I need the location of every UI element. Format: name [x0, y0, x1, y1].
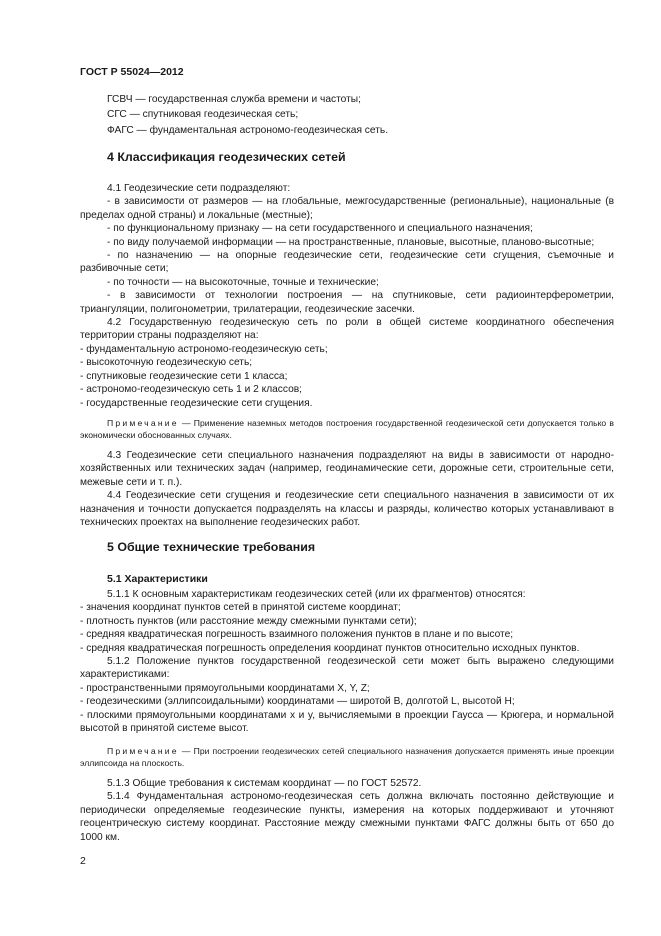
abbreviation-item: ГСВЧ — государственная служба времени и частоты; [107, 94, 361, 105]
abbreviation-item: СГС — спутниковая геодезическая сеть; [107, 109, 299, 121]
document-header: ГОСТ Р 55024—2012 [80, 66, 184, 78]
list-item: - средняя квадратическая погрешность определения координат пунктов относительно исходных пунктов. [80, 642, 580, 654]
note-label: Примечание [107, 746, 179, 756]
list-item: - в зависимости от размеров — на глобальные, межгосударственные (региональные), национальные (в пределах одной страны) и локальные (местные); [80, 196, 614, 221]
note-text: — При построении геодезических сетей специального назначения допускается применять иные проекции эллипсоида на плоскость. [80, 746, 614, 768]
list-item: - в зависимости от технологии построения — на спутниковые, сети радиоинтерферометрии, триангуляции, полигонометрии, трилатерации, геодезические засечки. [80, 290, 614, 315]
note-section-4 [80, 418, 614, 441]
list-item: - астрономо-геодезическую сеть 1 и 2 классов; [80, 384, 303, 396]
section-5-body [80, 588, 614, 735]
section-4-body [80, 182, 614, 410]
list-item: - высокоточную геодезическую сеть; [80, 357, 253, 369]
list-item: - значения координат пунктов сетей в принятой системе координат; [80, 602, 401, 614]
list-item: - спутниковые геодезические сети 1 класса; [80, 370, 288, 382]
list-item: - средняя квадратическая погрешность взаимного положения пунктов в плане и по высоте; [80, 629, 514, 641]
list-item: - по точности — на высокоточные, точные и технические; [107, 276, 379, 288]
abbreviations-list [107, 93, 388, 139]
paragraph-5-1-2: 5.1.2 Положение пунктов государственной геодезической сети может быть выражено следующими характеристиками: [80, 656, 614, 681]
paragraph-5-1-1: 5.1.1 К основным характеристикам геодезических сетей (или их фрагментов) относятся: [107, 589, 526, 600]
note-label: Примечание [107, 418, 179, 428]
list-item: - геодезическими (эллипсоидальными) координатами — широтой B, долготой L, высотой H; [80, 696, 515, 708]
list-item: - по функциональному признаку — на сети государственного и специального назначения; [107, 223, 533, 235]
section-5-heading: 5 Общие технические требования [107, 540, 316, 554]
paragraph-4-2: 4.2 Государственную геодезическую сеть по роли в общей системе координатного обеспечения территории страны подразделяют на: [80, 317, 614, 342]
paragraph-4-4: 4.4 Геодезические сети сгущения и геодезические сети специального назначения в зависимости от их назначения и точности допускается подразделять на классы и разряды, количество которых устанавливают в технических проектах на выполнение геодезических работ. [80, 490, 614, 529]
abbreviation-item: ФАГС — фундаментальная астрономо-геодезическая сеть. [107, 124, 389, 136]
list-item: - пространственными прямоугольными координатами X, Y, Z; [80, 682, 370, 694]
section-4-body-cont [80, 449, 614, 529]
list-item: - государственные геодезические сети сгущения. [80, 397, 313, 409]
paragraph-5-1-4: 5.1.4 Фундаментальная астрономо-геодезическая сеть должна включать постоянно действующие и периодически определяемые геодезические пункты, измерения на которых поддерживают и уточняют геоцентрическую систему координат. Расстояние между смежными пунктами ФАГС должны быть от 650 до 1000 км. [80, 791, 614, 843]
list-item: - по назначению — на опорные геодезические сети, геодезические сети сгущения, съемочные и разбивочные сети; [80, 250, 614, 275]
paragraph-5-1-3: 5.1.3 Общие требования к системам координат — по ГОСТ 52572. [107, 778, 422, 789]
list-item: - плоскими прямоугольными координатами x и y, вычисляемыми в проекции Гаусса — Крюгера, и нормальной высотой в принятой системе высот. [80, 709, 614, 735]
section-5-body-cont [80, 777, 614, 844]
page-number: 2 [80, 855, 86, 867]
list-item: - по виду получаемой информации — на пространственные, плановые, высотные, планово-высотные; [107, 236, 595, 248]
note-section-5 [80, 746, 614, 769]
list-item: - фундаментальную астрономо-геодезическую сеть; [80, 343, 328, 355]
paragraph-4-3: 4.3 Геодезические сети специального назначения подразделяют на виды в зависимости от народно-хозяйственных или технических задач (например, геодинамические сети, дорожные сети, строительные сети, межевые сети и т. п.). [80, 450, 614, 488]
section-4-heading: 4 Классификация геодезических сетей [107, 150, 346, 164]
list-item: - плотность пунктов (или расстояние между смежными пунктами сети); [80, 615, 417, 627]
paragraph-4-1: 4.1 Геодезические сети подразделяют: [107, 183, 291, 194]
subsection-5-1-heading: 5.1 Характеристики [107, 573, 208, 585]
note-text: — Применение наземных методов построения государственной геодезической сети допускается только в экономически обоснованных случаях. [80, 418, 614, 440]
